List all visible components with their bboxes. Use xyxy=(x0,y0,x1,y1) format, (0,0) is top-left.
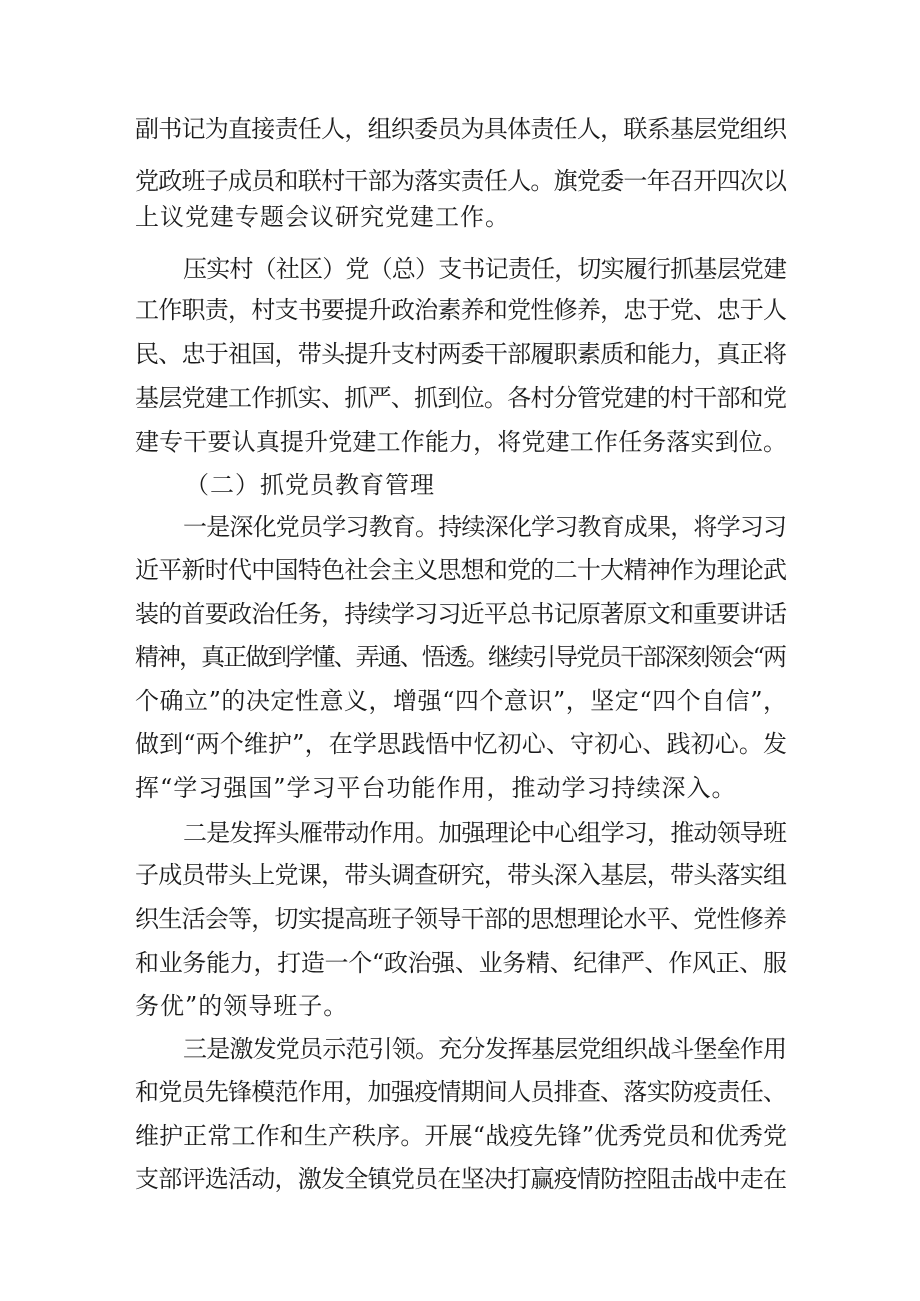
body-text-line: 做到“两个维护”，在学思践悟中忆初心、守初心、践初心。发 xyxy=(135,730,788,758)
body-text-line: 基层党建工作抓实、抓严、抓到位。各村分管党建的村干部和党 xyxy=(135,384,787,412)
body-text-line: 和业务能力，打造一个“政治强、业务精、纪律严、作风正、服 xyxy=(135,949,787,977)
body-text-line: 民、忠于祖国，带头提升支村两委干部履职素质和能力，真正将 xyxy=(135,340,787,368)
paragraph-first-line: 压实村（社区）党（总）支书记责任，切实履行抓基层党建 xyxy=(183,255,787,283)
body-text-line: 近平新时代中国特色社会主义思想和党的二十大精神作为理论武 xyxy=(135,556,787,584)
paragraph-first-line: 一是深化党员学习教育。持续深化学习教育成果，将学习习 xyxy=(183,513,787,541)
body-text-line: 上议党建专题会议研究党建工作。 xyxy=(135,203,510,231)
body-text-line: 和党员先锋模范作用，加强疫情期间人员排查、落实防疫责任、 xyxy=(135,1078,787,1106)
body-text-line: 子成员带头上党课，带头调查研究，带头深入基层，带头落实组 xyxy=(135,861,787,889)
body-text-line: 建专干要认真提升党建工作能力，将党建工作任务落实到位。 xyxy=(135,428,788,456)
body-text-line: 挥“学习强国”学习平台功能作用，推动学习持续深入。 xyxy=(135,774,737,802)
body-text-line: 个确立”的决定性意义，增强“四个意识”，坚定“四个自信”， xyxy=(135,687,788,715)
body-text-line: 精神，真正做到学懂、弄通、悟透。继续引导党员干部深刻领会“两 xyxy=(135,643,786,671)
paragraph-first-line: 二是发挥头雁带动作用。加强理论中心组学习，推动领导班 xyxy=(183,819,787,847)
section-heading: （二）抓党员教育管理 xyxy=(185,471,435,499)
body-text-line: 织生活会等，切实提高班子领导干部的思想理论水平、党性修养 xyxy=(135,905,787,933)
body-text-line: 副书记为直接责任人，组织委员为具体责任人，联系基层党组织 xyxy=(135,115,787,143)
body-text-line: 务优”的领导班子。 xyxy=(135,992,349,1020)
paragraph-first-line: 三是激发党员示范引领。充分发挥基层党组织战斗堡垒作用 xyxy=(183,1035,787,1063)
body-text-line: 维护正常工作和生产秩序。开展“战疫先锋”优秀党员和优秀党 xyxy=(135,1122,788,1150)
body-text-line: 装的首要政治任务，持续学习习近平总书记原著原文和重要讲话 xyxy=(135,600,787,628)
body-text-line: 党政班子成员和联村干部为落实责任人。旗党委一年召开四次以 xyxy=(135,167,787,195)
body-text-line: 工作职责，村支书要提升政治素养和党性修养，忠于党、忠于人 xyxy=(135,296,787,324)
body-text-line: 支部评选活动，激发全镇党员在坚决打赢疫情防控阻击战中走在 xyxy=(135,1165,787,1193)
